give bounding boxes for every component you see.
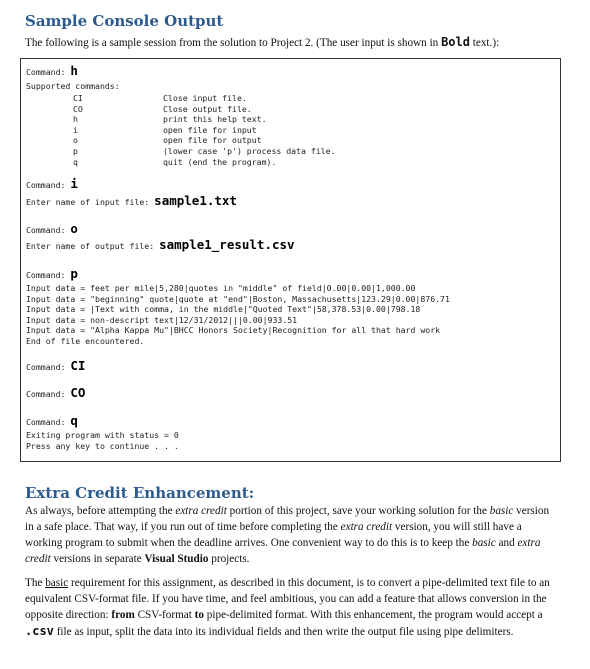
extra-credit-paragraph: As always, before attempting the extra credit portion of this project, save your working solution for the basic version in a safe place. That way, if you run out of time before completing the extra credit version, you will still have a working program to submit when the deadline arrives. One convenient way to do this is to keep the basic and extra credit versions in separate Visual Studio projects. — [25, 505, 550, 565]
console-command-line: Command: h — [26, 63, 78, 78]
user-input: CI — [70, 358, 86, 373]
basic-requirement-paragraph: The basic requirement for this assignment, as described in this document, is to convert a pipe-delimited text file to an equivalent CSV-format file. If you have time, and feel ambitious, you can add a feature that allows conversion in the opposite direction: from CSV-format to pipe-delimited format. With this enhancement, the program would accept a .csv file as input, split the data into its individual fields and then write the output file using pipe delimiters. — [25, 577, 550, 638]
console-command-line: Command: CI — [26, 358, 86, 373]
intro-bold-word: Bold — [441, 35, 470, 49]
section-heading-extra-credit: Extra Credit Enhancement: — [25, 484, 255, 502]
console-output-box — [20, 58, 561, 462]
intro-text-end: text.): — [469, 37, 500, 49]
console-command-line: Command: o — [26, 221, 78, 236]
command-codes-column: CI CO h i o p q — [73, 93, 83, 167]
console-command-line: Command: CO — [26, 385, 86, 400]
section-heading-console-output: Sample Console Output — [25, 12, 224, 30]
console-command-line: Command: i — [26, 176, 78, 191]
data-output-lines: Input data = feet per mile|5,280|quotes in "middle" of field|0.00|0.00|1,000.00 Input data = "beginning" quote|quote at "end"|Boston, Massachusetts|123.29|0.00|876.71 Input data = |Text with comma, in the middle|"Quoted Text"|58,378.53|0.00|798.18 Input data = non-descript text|12/31/2012|||0.00|933.51 Input data = "Alpha Kappa Mu"|BHCC Honors Society|Recognition for all that hard work End of file encountered. — [26, 283, 450, 346]
user-input: sample1_result.csv — [159, 237, 295, 252]
output-file-prompt-line: Enter name of output file: sample1_result.csv — [26, 237, 295, 252]
user-input: i — [70, 176, 78, 191]
intro-text-start: The following is a sample session from the solution to Project 2. (The user input is shown in — [25, 37, 442, 49]
user-input: q — [70, 413, 78, 428]
user-input: CO — [70, 385, 86, 400]
input-file-prompt-line: Enter name of input file: sample1.txt — [26, 193, 237, 208]
command-descriptions-column: Close input file. Close output file. print this help text. open file for input open file for output (lower case 'p') process data file. quit (end the program). — [163, 93, 336, 167]
user-input: sample1.txt — [154, 193, 237, 208]
user-input: o — [70, 221, 78, 236]
press-any-key-line: Press any key to continue . . . — [26, 441, 179, 451]
intro-paragraph — [25, 34, 560, 51]
console-command-line: Command: q — [26, 413, 78, 428]
supported-commands-label: Supported commands: — [26, 81, 120, 91]
exit-status-line: Exiting program with status = 0 — [26, 430, 179, 440]
user-input: h — [70, 63, 78, 78]
console-command-line: Command: p — [26, 266, 78, 281]
user-input: p — [70, 266, 78, 281]
